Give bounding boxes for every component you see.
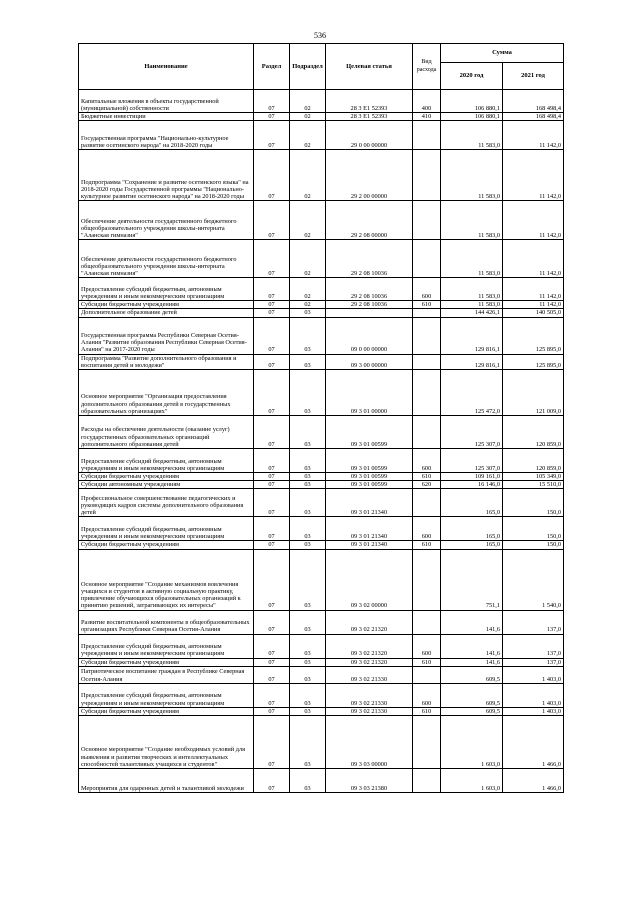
row-name: Субсидии бюджетным учреждениям bbox=[79, 473, 254, 481]
row-target: 29 2 08 00000 bbox=[326, 201, 413, 240]
row-amount-2021: 121 009,0 bbox=[503, 370, 564, 416]
row-amount-2021: 150,0 bbox=[503, 541, 564, 549]
row-target: 09 3 01 00599 bbox=[326, 416, 413, 449]
table-row bbox=[79, 549, 564, 610]
header-target: Целевая статья bbox=[326, 44, 413, 90]
row-section: 07 bbox=[254, 90, 290, 113]
row-name: Государственная программа "Национально-культурное развитие осетинского народа" на 2018-2020 годы bbox=[79, 121, 254, 150]
row-name: Развитие воспитательной компоненты в общеобразовательных организациях Республики Северная Осетия-Алания bbox=[79, 610, 254, 634]
row-amount-2021: 11 142,0 bbox=[503, 201, 564, 240]
row-section: 07 bbox=[254, 610, 290, 634]
row-amount-2021: 140 505,0 bbox=[503, 309, 564, 317]
row-subsection: 03 bbox=[290, 634, 326, 658]
row-amount-2020: 125 307,0 bbox=[441, 449, 503, 473]
row-name: Субсидии бюджетным учреждениям bbox=[79, 301, 254, 309]
row-amount-2020: 165,0 bbox=[441, 517, 503, 541]
row-expense-type bbox=[413, 354, 441, 369]
row-expense-type: 610 bbox=[413, 301, 441, 309]
row-amount-2021: 1 403,0 bbox=[503, 683, 564, 707]
row-amount-2020: 1 603,0 bbox=[441, 716, 503, 769]
row-target: 09 3 01 00599 bbox=[326, 481, 413, 489]
row-amount-2021: 11 142,0 bbox=[503, 121, 564, 150]
row-target: 09 3 01 21340 bbox=[326, 517, 413, 541]
row-name: Предоставление субсидий бюджетным, автономным учреждениям и иным некоммерческим организациям bbox=[79, 517, 254, 541]
page-number: 536 bbox=[314, 31, 326, 40]
table-row bbox=[79, 301, 564, 309]
row-subsection: 02 bbox=[290, 201, 326, 240]
table-row bbox=[79, 769, 564, 793]
row-subsection: 03 bbox=[290, 666, 326, 683]
row-name: Обеспечение деятельности государственного бюджетного общеобразовательного учреждения школы-интерната "Аланская гимназия" bbox=[79, 201, 254, 240]
table-row bbox=[79, 707, 564, 715]
row-target: 28 3 Е1 52393 bbox=[326, 113, 413, 121]
row-section: 07 bbox=[254, 473, 290, 481]
row-expense-type bbox=[413, 201, 441, 240]
row-subsection: 03 bbox=[290, 716, 326, 769]
row-amount-2020: 609,5 bbox=[441, 666, 503, 683]
row-target: 29 2 08 10036 bbox=[326, 278, 413, 301]
row-section: 07 bbox=[254, 481, 290, 489]
row-amount-2021: 1 403,0 bbox=[503, 707, 564, 715]
row-target: 09 3 01 00599 bbox=[326, 473, 413, 481]
row-amount-2021: 125 895,0 bbox=[503, 354, 564, 369]
row-name: Обеспечение деятельности государственного бюджетного общеобразовательного учреждения школы-интерната "Аланская гимназия" bbox=[79, 240, 254, 278]
row-expense-type bbox=[413, 666, 441, 683]
row-amount-2020: 106 880,1 bbox=[441, 90, 503, 113]
row-subsection: 03 bbox=[290, 707, 326, 715]
row-name: Субсидии бюджетным учреждениям bbox=[79, 541, 254, 549]
table-row bbox=[79, 121, 564, 150]
row-amount-2020: 165,0 bbox=[441, 541, 503, 549]
row-amount-2020: 141,6 bbox=[441, 610, 503, 634]
row-target: 09 3 02 00000 bbox=[326, 549, 413, 610]
row-subsection: 03 bbox=[290, 549, 326, 610]
row-subsection: 03 bbox=[290, 489, 326, 517]
row-subsection: 02 bbox=[290, 90, 326, 113]
table-row bbox=[79, 517, 564, 541]
row-section: 07 bbox=[254, 769, 290, 793]
row-subsection: 02 bbox=[290, 121, 326, 150]
row-subsection: 03 bbox=[290, 541, 326, 549]
row-expense-type: 600 bbox=[413, 634, 441, 658]
row-target: 29 2 00 00000 bbox=[326, 150, 413, 201]
row-section: 07 bbox=[254, 541, 290, 549]
row-amount-2021: 137,0 bbox=[503, 634, 564, 658]
row-name: Предоставление субсидий бюджетным, автономным учреждениям и иным некоммерческим организациям bbox=[79, 683, 254, 707]
row-amount-2020: 109 161,0 bbox=[441, 473, 503, 481]
header-expense-type: Вид расхода bbox=[413, 44, 441, 90]
row-subsection: 02 bbox=[290, 150, 326, 201]
row-expense-type: 400 bbox=[413, 90, 441, 113]
row-expense-type: 410 bbox=[413, 113, 441, 121]
row-amount-2020: 106 880,1 bbox=[441, 113, 503, 121]
row-amount-2021: 11 142,0 bbox=[503, 301, 564, 309]
row-target: 09 3 01 21340 bbox=[326, 489, 413, 517]
row-name: Субсидии бюджетным учреждениям bbox=[79, 707, 254, 715]
row-name: Предоставление субсидий бюджетным, автономным учреждениям и иным некоммерческим организациям bbox=[79, 278, 254, 301]
row-expense-type bbox=[413, 769, 441, 793]
row-subsection: 02 bbox=[290, 113, 326, 121]
row-subsection: 03 bbox=[290, 683, 326, 707]
row-amount-2021: 11 142,0 bbox=[503, 240, 564, 278]
row-name: Подпрограмма "Развитие дополнительного образования и воспитания детей и молодежи" bbox=[79, 354, 254, 369]
row-amount-2021: 15 510,0 bbox=[503, 481, 564, 489]
row-amount-2020: 129 816,1 bbox=[441, 317, 503, 354]
row-section: 07 bbox=[254, 549, 290, 610]
row-section: 07 bbox=[254, 658, 290, 666]
row-amount-2021: 1 466,0 bbox=[503, 716, 564, 769]
row-amount-2020: 609,5 bbox=[441, 683, 503, 707]
row-amount-2020: 141,6 bbox=[441, 634, 503, 658]
row-expense-type bbox=[413, 416, 441, 449]
row-subsection: 03 bbox=[290, 309, 326, 317]
row-amount-2020: 165,0 bbox=[441, 489, 503, 517]
row-amount-2021: 11 142,0 bbox=[503, 278, 564, 301]
row-name: Подпрограмма "Сохранение и развитие осетинского языка" на 2018-2020 годы Государственной программы "Национально-культурное развитие осетинского народа" на 2018-2020 годы bbox=[79, 150, 254, 201]
row-section: 07 bbox=[254, 370, 290, 416]
row-section: 07 bbox=[254, 113, 290, 121]
row-amount-2021: 1 466,0 bbox=[503, 769, 564, 793]
row-section: 07 bbox=[254, 354, 290, 369]
row-name: Основное мероприятие "Организация предоставления дополнительного образования детей в государственных образовательных организациях" bbox=[79, 370, 254, 416]
row-amount-2020: 609,5 bbox=[441, 707, 503, 715]
row-subsection: 03 bbox=[290, 449, 326, 473]
row-expense-type bbox=[413, 121, 441, 150]
row-expense-type bbox=[413, 549, 441, 610]
header-name: Наименование bbox=[79, 44, 254, 90]
row-name: Капитальные вложения в объекты государственной (муниципальной) собственности bbox=[79, 90, 254, 113]
row-amount-2020: 11 583,0 bbox=[441, 121, 503, 150]
row-amount-2020: 1 603,0 bbox=[441, 769, 503, 793]
row-amount-2021: 1 540,0 bbox=[503, 549, 564, 610]
row-subsection: 02 bbox=[290, 301, 326, 309]
table-row bbox=[79, 683, 564, 707]
row-section: 07 bbox=[254, 121, 290, 150]
row-amount-2021: 168 498,4 bbox=[503, 90, 564, 113]
row-amount-2020: 129 816,1 bbox=[441, 354, 503, 369]
table-row bbox=[79, 716, 564, 769]
row-target: 29 2 08 10036 bbox=[326, 240, 413, 278]
row-name: Патриотическое воспитание граждан в Республике Северная Осетия-Алания bbox=[79, 666, 254, 683]
row-target: 09 3 03 00000 bbox=[326, 716, 413, 769]
row-expense-type bbox=[413, 317, 441, 354]
row-amount-2021: 105 349,0 bbox=[503, 473, 564, 481]
row-subsection: 03 bbox=[290, 416, 326, 449]
row-target: 09 3 01 21340 bbox=[326, 541, 413, 549]
row-name: Государственная программа Республики Северная Осетия-Алания "Развитие образования Республики Северная Осетия-Алания" на 2017-2020 годы bbox=[79, 317, 254, 354]
row-expense-type bbox=[413, 240, 441, 278]
row-amount-2020: 16 146,0 bbox=[441, 481, 503, 489]
row-subsection: 03 bbox=[290, 769, 326, 793]
row-target bbox=[326, 309, 413, 317]
row-target: 09 3 02 21320 bbox=[326, 634, 413, 658]
row-amount-2021: 150,0 bbox=[503, 489, 564, 517]
row-section: 07 bbox=[254, 317, 290, 354]
row-name: Расходы на обеспечение деятельности (оказание услуг) государственных образовательных организаций дополнительного образования детей bbox=[79, 416, 254, 449]
row-section: 07 bbox=[254, 201, 290, 240]
table-row bbox=[79, 370, 564, 416]
row-target: 09 3 01 00000 bbox=[326, 370, 413, 416]
table-row bbox=[79, 658, 564, 666]
row-name: Предоставление субсидий бюджетным, автономным учреждениям и иным некоммерческим организациям bbox=[79, 449, 254, 473]
row-name: Бюджетные инвестиции bbox=[79, 113, 254, 121]
row-target: 09 3 02 21320 bbox=[326, 658, 413, 666]
row-amount-2021: 120 859,0 bbox=[503, 416, 564, 449]
budget-table bbox=[78, 43, 564, 793]
row-name: Дополнительное образование детей bbox=[79, 309, 254, 317]
table-row bbox=[79, 610, 564, 634]
row-expense-type: 620 bbox=[413, 481, 441, 489]
row-name: Субсидии бюджетным учреждениям bbox=[79, 658, 254, 666]
row-name: Предоставление субсидий бюджетным, автономным учреждениям и иным некоммерческим организациям bbox=[79, 634, 254, 658]
row-amount-2020: 144 426,1 bbox=[441, 309, 503, 317]
row-section: 07 bbox=[254, 416, 290, 449]
table-row bbox=[79, 317, 564, 354]
row-target: 09 3 01 00599 bbox=[326, 449, 413, 473]
row-section: 07 bbox=[254, 301, 290, 309]
row-amount-2021: 150,0 bbox=[503, 517, 564, 541]
row-section: 07 bbox=[254, 707, 290, 715]
header-2020: 2020 год bbox=[441, 63, 503, 90]
row-subsection: 03 bbox=[290, 481, 326, 489]
table-row bbox=[79, 354, 564, 369]
row-amount-2020: 11 583,0 bbox=[441, 278, 503, 301]
row-target: 29 0 00 00000 bbox=[326, 121, 413, 150]
row-amount-2021: 168 498,4 bbox=[503, 113, 564, 121]
row-subsection: 03 bbox=[290, 354, 326, 369]
table-row bbox=[79, 666, 564, 683]
row-section: 07 bbox=[254, 449, 290, 473]
header-2021: 2021 год bbox=[503, 63, 564, 90]
row-section: 07 bbox=[254, 150, 290, 201]
row-subsection: 03 bbox=[290, 610, 326, 634]
row-expense-type: 600 bbox=[413, 278, 441, 301]
row-subsection: 03 bbox=[290, 370, 326, 416]
row-amount-2021: 137,0 bbox=[503, 658, 564, 666]
row-name: Мероприятия для одаренных детей и талантливой молодежи bbox=[79, 769, 254, 793]
row-name: Основное мероприятие "Создание необходимых условий для выявления и развития творческих и интеллектуальных способностей талантливых учащихся и студентов" bbox=[79, 716, 254, 769]
row-expense-type: 600 bbox=[413, 517, 441, 541]
row-section: 07 bbox=[254, 489, 290, 517]
row-section: 07 bbox=[254, 683, 290, 707]
row-expense-type bbox=[413, 716, 441, 769]
row-target: 09 0 00 00000 bbox=[326, 317, 413, 354]
row-expense-type bbox=[413, 489, 441, 517]
row-target: 09 3 02 21320 bbox=[326, 610, 413, 634]
row-target: 09 3 02 21330 bbox=[326, 666, 413, 683]
row-amount-2020: 11 583,0 bbox=[441, 201, 503, 240]
table-row bbox=[79, 150, 564, 201]
row-section: 07 bbox=[254, 517, 290, 541]
row-target: 29 2 08 10036 bbox=[326, 301, 413, 309]
row-amount-2020: 125 472,0 bbox=[441, 370, 503, 416]
header-section: Раздел bbox=[254, 44, 290, 90]
row-subsection: 03 bbox=[290, 473, 326, 481]
row-expense-type bbox=[413, 370, 441, 416]
row-section: 07 bbox=[254, 278, 290, 301]
table-row bbox=[79, 309, 564, 317]
row-amount-2020: 11 583,0 bbox=[441, 301, 503, 309]
row-target: 09 3 00 00000 bbox=[326, 354, 413, 369]
row-expense-type: 600 bbox=[413, 449, 441, 473]
table-row bbox=[79, 541, 564, 549]
header-sum: Сумма bbox=[441, 44, 564, 63]
row-amount-2020: 141,6 bbox=[441, 658, 503, 666]
row-amount-2020: 11 583,0 bbox=[441, 150, 503, 201]
row-expense-type bbox=[413, 150, 441, 201]
row-expense-type bbox=[413, 610, 441, 634]
row-expense-type: 610 bbox=[413, 473, 441, 481]
row-subsection: 03 bbox=[290, 658, 326, 666]
row-target: 28 3 Е1 52393 bbox=[326, 90, 413, 113]
row-subsection: 03 bbox=[290, 517, 326, 541]
row-expense-type: 610 bbox=[413, 707, 441, 715]
row-section: 07 bbox=[254, 634, 290, 658]
row-amount-2021: 137,0 bbox=[503, 610, 564, 634]
table-row bbox=[79, 634, 564, 658]
row-subsection: 03 bbox=[290, 317, 326, 354]
table-row bbox=[79, 201, 564, 240]
row-expense-type: 610 bbox=[413, 658, 441, 666]
table-row bbox=[79, 278, 564, 301]
table-row bbox=[79, 449, 564, 473]
row-name: Субсидии автономным учреждениям bbox=[79, 481, 254, 489]
table-row bbox=[79, 481, 564, 489]
row-amount-2021: 11 142,0 bbox=[503, 150, 564, 201]
row-target: 09 3 02 21330 bbox=[326, 683, 413, 707]
table-row bbox=[79, 473, 564, 481]
row-section: 07 bbox=[254, 716, 290, 769]
row-amount-2020: 125 307,0 bbox=[441, 416, 503, 449]
row-subsection: 02 bbox=[290, 240, 326, 278]
table-row bbox=[79, 90, 564, 113]
table-row bbox=[79, 416, 564, 449]
row-section: 07 bbox=[254, 666, 290, 683]
row-amount-2021: 120 859,0 bbox=[503, 449, 564, 473]
row-target: 09 3 03 21380 bbox=[326, 769, 413, 793]
row-expense-type: 600 bbox=[413, 683, 441, 707]
table-body bbox=[79, 90, 564, 793]
row-name: Профессиональное совершенствование педагогических и руководящих кадров системы дополнительного образования детей bbox=[79, 489, 254, 517]
row-target: 09 3 02 21330 bbox=[326, 707, 413, 715]
row-section: 07 bbox=[254, 309, 290, 317]
table-row bbox=[79, 240, 564, 278]
row-amount-2020: 751,1 bbox=[441, 549, 503, 610]
row-amount-2020: 11 583,0 bbox=[441, 240, 503, 278]
row-subsection: 02 bbox=[290, 278, 326, 301]
row-expense-type: 610 bbox=[413, 541, 441, 549]
row-amount-2021: 1 403,0 bbox=[503, 666, 564, 683]
row-amount-2021: 125 895,0 bbox=[503, 317, 564, 354]
table-row bbox=[79, 113, 564, 121]
row-expense-type bbox=[413, 309, 441, 317]
row-name: Основное мероприятие "Создание механизмов вовлечения учащихся и студентов в активную социальную практику, привлечение обучающихся образовательных организаций к принятию решений, затрагивающих их интересы" bbox=[79, 549, 254, 610]
table-row bbox=[79, 489, 564, 517]
header-subsection: Подраздел bbox=[290, 44, 326, 90]
row-section: 07 bbox=[254, 240, 290, 278]
